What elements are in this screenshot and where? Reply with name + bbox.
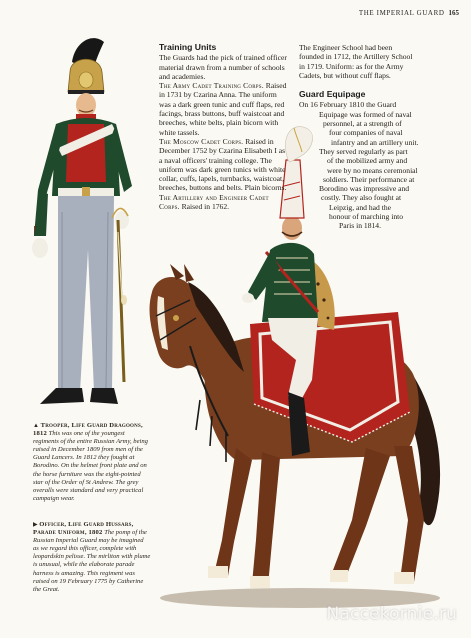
text-line: Equipage was formed of naval — [319, 109, 412, 119]
text-line: infantry and an artillery unit. — [331, 137, 419, 147]
guard-equipage-heading: Guard Equipage — [299, 89, 366, 100]
text-line: Leipzig, and had the — [329, 202, 391, 212]
text-line: Cadets, but without cuff flaps. — [299, 70, 391, 80]
training-units-intro: The Guards had the pick of trained officer material drawn from a number of schools and academies. — [159, 53, 287, 81]
entry-label: The Moscow Cadet Corps. — [159, 136, 244, 146]
text-line: personnel, at a strength of — [323, 119, 402, 129]
text-line: Borodino was impressive and — [319, 184, 410, 194]
text-line: On 16 February 1810 the Guard — [299, 100, 397, 110]
entry-text: Raised in 1762. — [181, 202, 230, 212]
caption-text: This was one of the youngest regiments of the entire Russian Army, being raised in December 1809 from men of the Guard Lancers. In 1812 they fought at Borodino. On the helmet front plate and on the horse furniture was the eight-pointed star of the Order of St Andrew. The grey overalls were standard and very practical campaign wear. — [33, 430, 148, 502]
text-line: The Engineer School had been — [299, 43, 393, 52]
text-line: soldiers. Their performance at — [323, 174, 415, 184]
triangle-up-icon: ▲ — [33, 423, 39, 429]
text-line: of the mobilized army and — [327, 156, 408, 166]
caption-text: The pomp of the Russian Imperial Guard may be imagined as we regard this officer, complete with leopardskin pelisse. The mirliton with plume is unusual, while the elaborate parade harness is amazing. This regiment was raised on 19 February 1775 by Catherine the Great. — [33, 529, 151, 593]
training-unit-entry — [159, 137, 287, 193]
dragoon-caption — [33, 422, 151, 503]
text-line: costly. They also fought at — [321, 193, 402, 203]
text-line: four companies of naval — [329, 128, 403, 138]
entry-text: Raised in 1731 by Czarina Anna. The uniform was a dark green tunic and cuff flaps, red facings, brass buttons, buff waistcoat and breeches, white belts, plain bicorn with white tassels. — [159, 81, 287, 137]
text-line: They served regularly as part — [319, 146, 408, 156]
chapter-title: THE IMPERIAL GUARD — [358, 9, 445, 17]
text-line: in 1719. Uniform: as for the Army — [299, 61, 404, 71]
page-number: 165 — [448, 9, 459, 17]
hussar-caption — [33, 521, 151, 594]
dragoon-figure — [32, 38, 132, 404]
text-line: honour of marching into — [329, 212, 404, 222]
training-unit-entry — [159, 81, 287, 137]
training-unit-entry — [159, 193, 287, 212]
training-units-heading: Training Units — [159, 42, 217, 52]
entry-label: The Army Cadet Training Corps. — [159, 81, 264, 91]
guard-equipage-column — [299, 43, 459, 231]
text-line: were by no means ceremonial — [327, 165, 418, 175]
text-line: Paris in 1814. — [339, 221, 381, 231]
equipage-paragraph — [299, 100, 459, 230]
text-line: founded in 1712, the Artillery School — [299, 52, 413, 62]
entry-label: The Artillery and Engineer Cadet Corps. — [159, 192, 269, 212]
caption-lead: Trooper, Life Guard Dragoons, 1812 — [33, 422, 143, 438]
caption-lead: Officer, Life Guard Hussars, Parade Uniform, 1802 — [33, 521, 134, 537]
schools-paragraph — [299, 43, 459, 80]
entry-text: Raised in December 1752 by Czarina Elisabeth I as a naval officers' training college. The uniform was dark green tunics with white collar, cuffs, lapels, turnbacks, waistcoat, breeches, buttons and belts. Plain bicorns. — [159, 136, 287, 193]
training-units-column — [159, 43, 287, 211]
watermark: Naccekornie.ru — [326, 604, 457, 624]
triangle-right-icon: ▶ — [33, 522, 38, 528]
